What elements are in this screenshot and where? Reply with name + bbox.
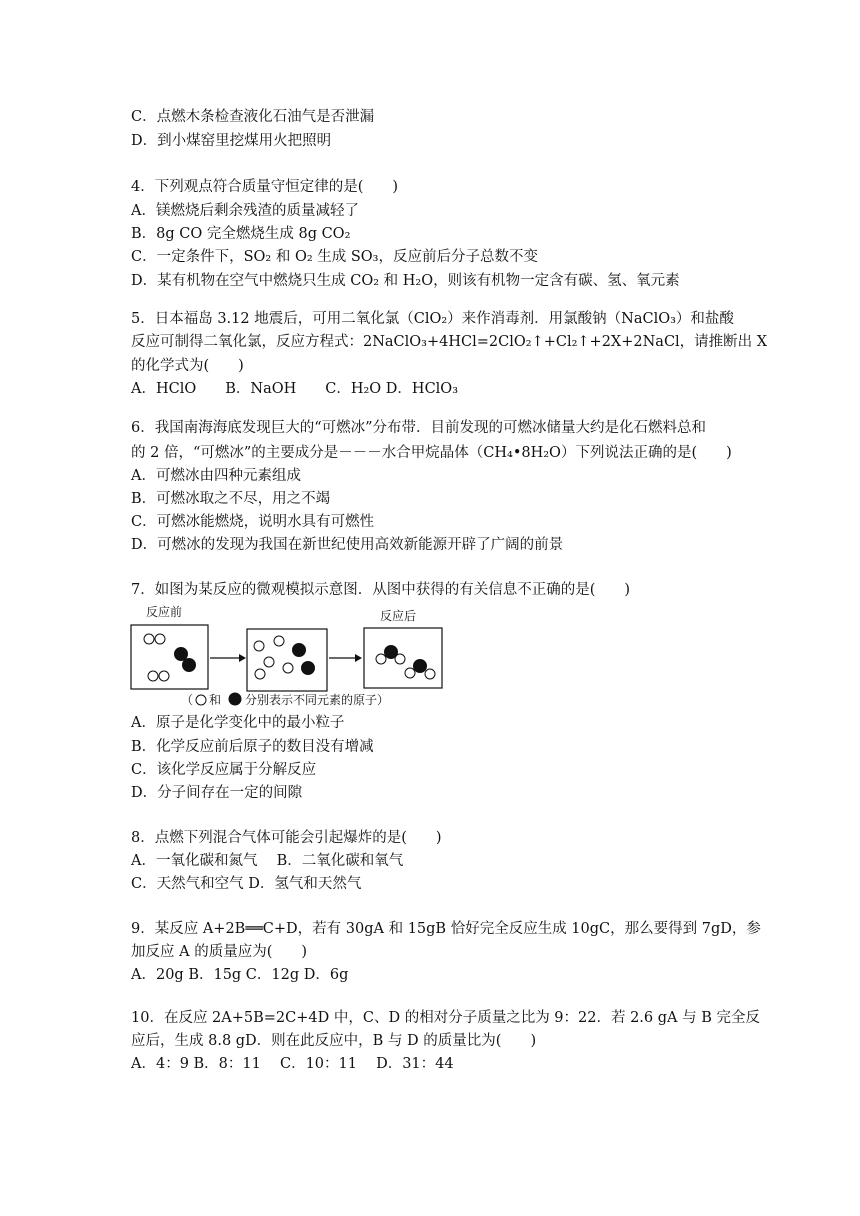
white-atom [159,671,169,681]
q9-options: A．20g B．15g C．12g D．6g [131,967,349,983]
q10-stem-line2: 应后，生成 8.8 gD．则在此反应中，B 与 D 的质量比为( ) [131,1033,537,1049]
black-atom [183,659,196,672]
q7-option-d: D．分子间存在一定的间隙 [131,785,303,801]
q6-option-c: C．可燃冰能燃烧，说明水具有可燃性 [131,514,375,530]
legend-and: 和 [209,693,222,707]
q7-option-a: A．原子是化学变化中的最小粒子 [131,715,345,731]
after-label: 反应后 [380,609,417,623]
q4-option-d: D．某有机物在空气中燃烧只生成 CO₂ 和 H₂O，则该有机物一定含有碳、氢、氧元素 [131,273,680,289]
arrow-head-icon [239,654,246,662]
q5-stem-line3: 的化学式为( ) [131,358,244,374]
q9-stem-line1: 9．某反应 A+2B══C+D，若有 30gA 和 15gB 恰好完全反应生成 10gC，那么要得到 7gD，参 [131,921,761,937]
q4-option-b: B．8g CO 完全燃烧生成 8g CO₂ [131,226,351,242]
white-atom [425,669,435,679]
q9-stem-line2: 加反应 A 的质量应为( ) [131,944,308,960]
white-atom [274,636,284,646]
q5-stem-line2: 反应可制得二氧化氯，反应方程式：2NaClO₃+4HCl=2ClO₂↑+Cl₂↑+2X+2NaCl，请推断出 X [131,334,768,350]
q4-stem: 4．下列观点符合质量守恒定律的是( ) [131,179,399,195]
middle-box [247,629,327,691]
before-label: 反应前 [146,605,183,619]
black-atom [293,644,306,657]
q8-options-line1: A．一氧化碳和氮气 B．二氧化碳和氧气 [131,853,404,869]
white-atom [155,634,165,644]
reaction-diagram [129,604,447,716]
prev-option-c: C．点燃木条检查液化石油气是否泄漏 [131,109,375,125]
q5-options: A．HClO B．NaOH C．H₂O D．HClO₃ [131,381,459,397]
q6-stem-line2: 的 2 倍，“可燃冰”的主要成分是－－－水合甲烷晶体（CH₄•8H₂O）下列说法正确的是( ) [131,445,732,461]
q4-option-c: C．一定条件下，SO₂ 和 O₂ 生成 SO₃，反应前后分子总数不变 [131,249,538,265]
white-atom [148,671,158,681]
q8-stem: 8．点燃下列混合气体可能会引起爆炸的是( ) [131,830,442,846]
legend-black-atom-icon [229,693,242,706]
q4-option-a: A．镁燃烧后剩余残渣的质量减轻了 [131,203,359,219]
white-atom [405,668,415,678]
q6-stem-line1: 6．我国南海海底发现巨大的“可燃冰”分布带．目前发现的可燃冰储量大约是化石燃料总和 [131,420,707,436]
q7-option-c: C．该化学反应属于分解反应 [131,762,317,778]
white-atom [255,669,265,679]
black-atom [302,662,315,675]
legend-white-atom-icon [196,695,206,705]
q6-option-a: A．可燃冰由四种元素组成 [131,468,301,484]
white-atom [376,654,386,664]
white-atom [144,634,154,644]
q10-options: A．4：9 B．8：11 C．10：11 D．31：44 [131,1056,454,1072]
q7-option-b: B．化学反应前后原子的数目没有增减 [131,739,374,755]
black-atom [385,646,398,659]
prev-option-d: D．到小煤窑里挖煤用火把照明 [131,133,332,149]
q6-option-d: D．可燃冰的发现为我国在新世纪使用高效新能源开辟了广阔的前景 [131,537,564,553]
black-atom [175,648,188,661]
arrow-head-icon [355,654,362,662]
white-atom [283,663,293,673]
before-box [131,625,208,689]
white-atom [264,657,274,667]
q7-stem: 7．如图为某反应的微观模拟示意图．从图中获得的有关信息不正确的是( ) [131,582,631,598]
legend-prefix: （ [181,693,194,707]
q5-stem-line1: 5．日本福岛 3.12 地震后，可用二氧化氯（ClO₂）来作消毒剂．用氯酸钠（NaClO₃）和盐酸 [131,311,734,327]
q10-stem-line1: 10．在反应 2A+5B=2C+4D 中，C、D 的相对分子质量之比为 9：22．若 2.6 gA 与 B 完全反 [131,1010,760,1026]
q6-option-b: B．可燃冰取之不尽，用之不竭 [131,491,331,507]
black-atom [414,660,427,673]
white-atom [254,641,264,651]
q8-options-line2: C．天然气和空气 D．氢气和天然气 [131,876,362,892]
legend-text: 分别表示不同元素的原子） [245,693,390,707]
